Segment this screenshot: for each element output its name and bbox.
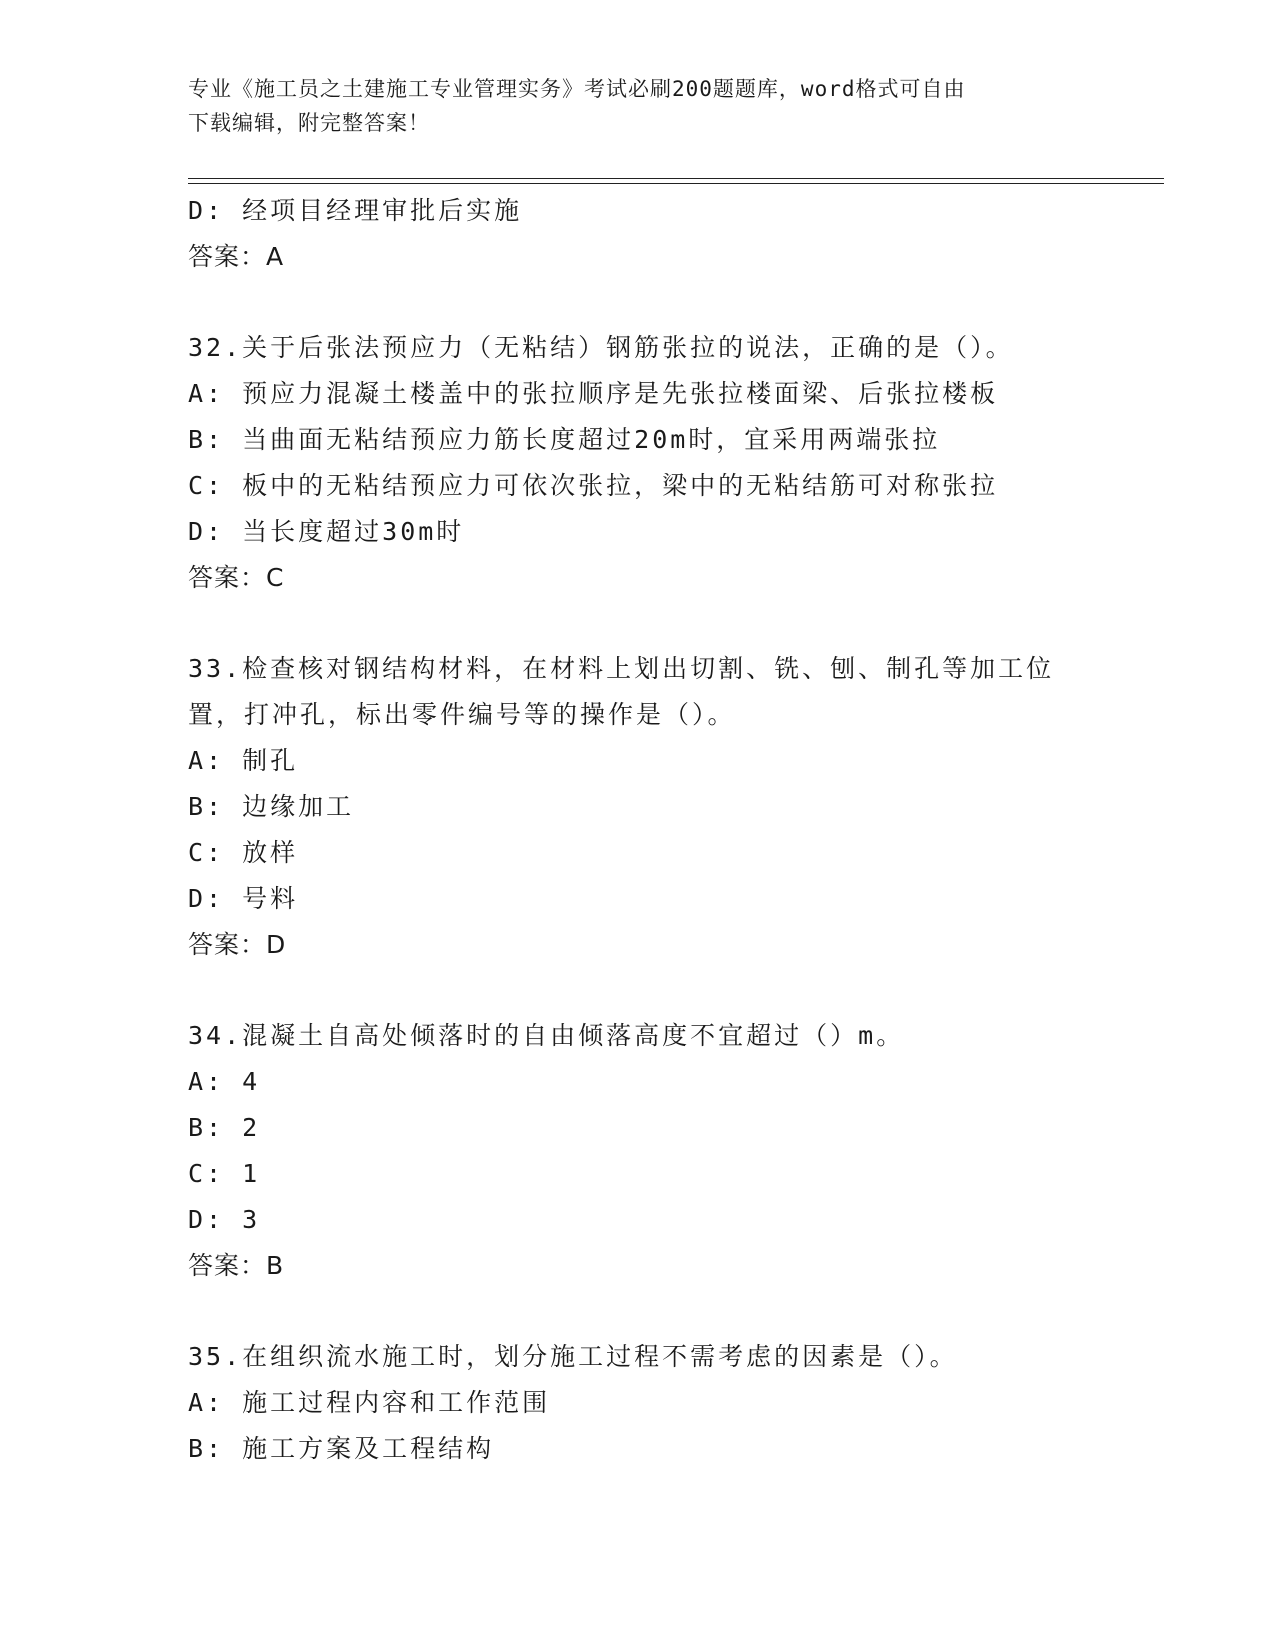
spacer <box>188 280 1088 325</box>
question-32-option-d: D: 当长度超过30m时 <box>188 517 465 546</box>
spacer <box>188 601 1088 646</box>
question-32-option-c: C: 板中的无粘结预应力可依次张拉，梁中的无粘结筋可对称张拉 <box>188 471 999 500</box>
question-35-option-a: A: 施工过程内容和工作范围 <box>188 1388 551 1417</box>
page-header <box>188 72 1088 140</box>
question-32-option-b: B: 当曲面无粘结预应力筋长度超过20m时，宜采用两端张拉 <box>188 425 941 454</box>
question-34-option-a: A: 4 <box>188 1067 261 1096</box>
question-35-option-b: B: 施工方案及工程结构 <box>188 1434 495 1463</box>
question-34-stem: 34.混凝土自高处倾落时的自由倾落高度不宜超过（）m。 <box>188 1021 905 1050</box>
answer: 答案：A <box>188 242 285 271</box>
question-33-stem-line-1: 33.检查核对钢结构材料，在材料上划出切割、铣、刨、制孔等加工位 <box>188 654 1055 683</box>
question-34-option-c: C: 1 <box>188 1159 261 1188</box>
header-rule-top <box>188 178 1164 179</box>
spacer <box>188 1289 1088 1334</box>
question-32-option-a: A: 预应力混凝土楼盖中的张拉顺序是先张拉楼面梁、后张拉楼板 <box>188 379 999 408</box>
question-33-option-a: A: 制孔 <box>188 746 299 775</box>
spacer <box>188 968 1088 1013</box>
header-text-line-1: 专业《施工员之土建施工专业管理实务》考试必刷200题题库，word格式可自由 <box>188 77 966 101</box>
header-text-line-2: 下载编辑，附完整答案！ <box>188 111 430 135</box>
question-32-answer: 答案：C <box>188 563 285 592</box>
question-33-option-c: C: 放样 <box>188 838 299 867</box>
question-34-option-b: B: 2 <box>188 1113 261 1142</box>
question-32-stem: 32.关于后张法预应力（无粘结）钢筋张拉的说法，正确的是（）。 <box>188 333 1014 362</box>
option-d: D: 经项目经理审批后实施 <box>188 196 523 225</box>
header-rule-bottom <box>188 183 1164 184</box>
question-33-answer: 答案：D <box>188 930 287 959</box>
question-35-stem: 35.在组织流水施工时，划分施工过程不需考虑的因素是（）。 <box>188 1342 958 1371</box>
question-34-answer: 答案：B <box>188 1251 285 1280</box>
question-33-stem-line-2: 置，打冲孔，标出零件编号等的操作是（）。 <box>188 700 736 729</box>
question-33-option-d: D: 号料 <box>188 884 299 913</box>
question-content <box>188 188 1088 1472</box>
question-34-option-d: D: 3 <box>188 1205 261 1234</box>
question-33-option-b: B: 边缘加工 <box>188 792 355 821</box>
